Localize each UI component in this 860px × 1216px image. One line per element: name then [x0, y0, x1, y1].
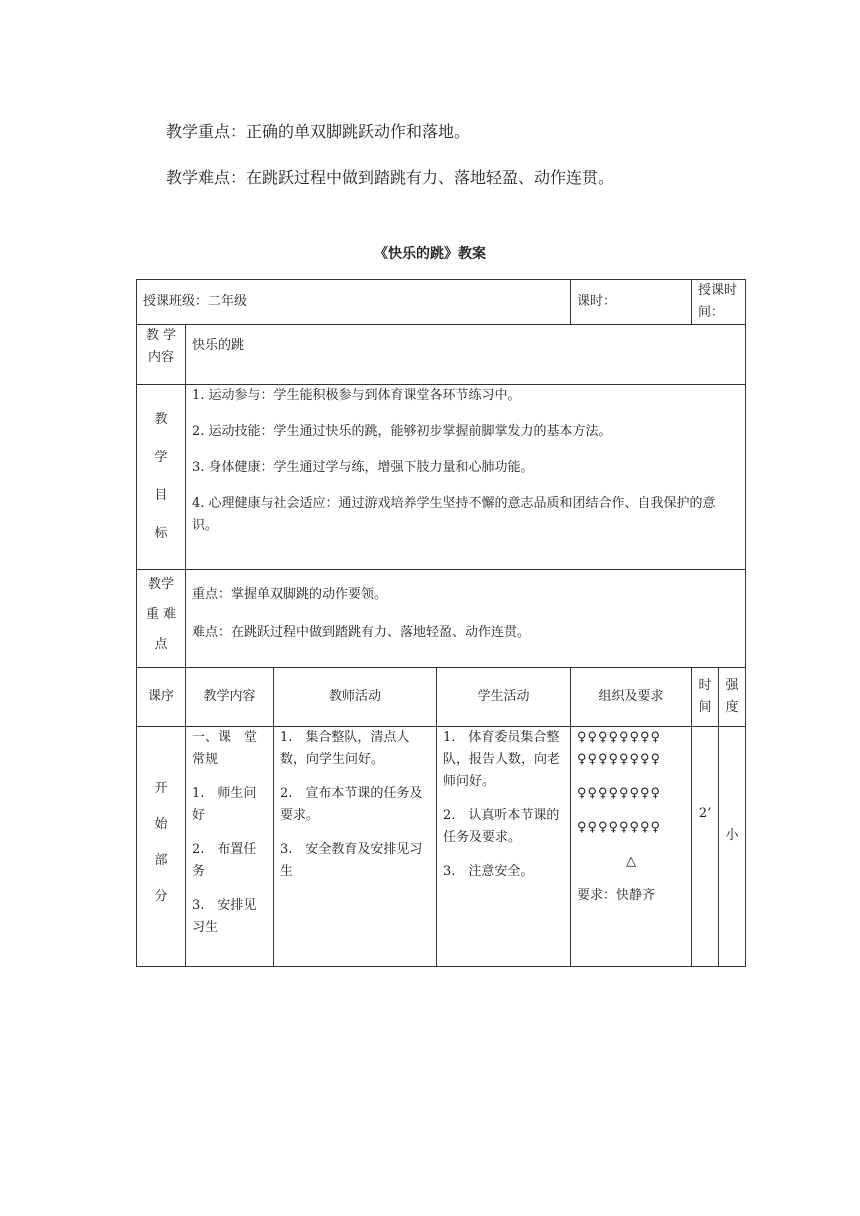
start-content-cell: [186, 727, 274, 967]
col-time-2: 间: [698, 700, 712, 715]
start-label-2: 始: [154, 817, 168, 832]
goals-label-2: 学: [154, 450, 168, 465]
header-row: [137, 280, 746, 325]
col-teacher: [274, 668, 437, 727]
key-label-3: 点: [154, 637, 168, 652]
content-label-cell: [137, 325, 186, 385]
col-time-1: 时: [698, 678, 712, 693]
difficulty-value: 难点：在跳跃过程中做到踏跳有力、落地轻盈、动作连贯。: [192, 625, 531, 640]
goals-label-3: 目: [154, 488, 168, 503]
column-header-row: [137, 668, 746, 727]
teaching-time-text: 授课时间：: [698, 283, 738, 320]
difficulty-text: 教学难点：在跳跃过程中做到踏跳有力、落地轻盈、动作连贯。: [166, 168, 615, 187]
teacher-position-icon: △: [626, 854, 637, 869]
col-student: [437, 668, 571, 727]
start-intensity-value: 小: [725, 828, 739, 843]
content-label-1: 教 学: [145, 328, 177, 343]
key-label-2: 重 难: [145, 607, 177, 622]
col-organization-text: 组织及要求: [598, 689, 664, 704]
teacher-activity-item: 3. 安全教育及安排见习生: [280, 842, 423, 879]
content-value-cell: [186, 325, 746, 385]
goals-label-cell: [137, 385, 186, 570]
col-organization: [571, 668, 692, 727]
student-activity-item: 1. 体育委员集合整队，报告人数，向老师问好。: [443, 730, 561, 789]
key-values-cell: [186, 570, 746, 668]
goal-item: 3. 身体健康：学生通过学与练，增强下肢力量和心肺功能。: [192, 460, 534, 475]
goal-item: 2. 运动技能：学生通过快乐的跳，能够初步掌握前脚掌发力的基本方法。: [192, 424, 612, 439]
start-content-item: 1. 师生问好: [192, 786, 257, 823]
key-point-value: 重点：掌握单双脚跳的动作要领。: [192, 587, 388, 602]
goals-label-1: 教: [154, 412, 168, 427]
start-time-value: 2’: [698, 806, 712, 821]
col-teacher-text: 教师活动: [328, 689, 381, 704]
formation-row: ♀♀♀♀♀♀♀♀: [577, 820, 662, 835]
start-teacher-cell: [274, 727, 437, 967]
start-label-cell: [137, 727, 186, 967]
student-activity-item: 3. 注意安全。: [443, 864, 534, 879]
formation-row: ♀♀♀♀♀♀♀♀: [577, 752, 662, 767]
lesson-plan-table: [136, 279, 746, 967]
goals-list-cell: [186, 385, 746, 570]
period-cell: [571, 280, 692, 325]
col-content-text: 教学内容: [203, 689, 256, 704]
teacher-activity-item: 2. 宣布本节课的任务及要求。: [280, 786, 423, 823]
key-point-text: 教学重点：正确的单双脚跳跃动作和落地。: [166, 122, 471, 141]
col-student-text: 学生活动: [477, 689, 530, 704]
content-row: [137, 325, 746, 385]
formation-requirement: 要求：快静齐: [577, 888, 656, 903]
student-activity-item: 2. 认真听本节课的任务及要求。: [443, 808, 560, 845]
start-label-3: 部: [154, 853, 168, 868]
start-intensity-cell: [719, 727, 746, 967]
time-cell: [692, 280, 746, 325]
class-text: 授课班级：二年级: [143, 294, 248, 309]
col-order: [137, 668, 186, 727]
start-content-item: 3. 安排见习生: [192, 898, 257, 935]
col-intensity: [719, 668, 746, 727]
teacher-activity-item: 1. 集合整队，清点人数，向学生问好。: [280, 730, 410, 767]
start-label-4: 分: [154, 889, 168, 904]
content-label-2: 内容: [147, 350, 174, 365]
col-time: [692, 668, 719, 727]
col-order-text: 课序: [147, 689, 174, 704]
start-label-1: 开: [154, 781, 168, 796]
col-content: [186, 668, 274, 727]
content-value: 快乐的跳: [192, 338, 245, 353]
col-intensity-2: 度: [725, 700, 739, 715]
formation-row: ♀♀♀♀♀♀♀♀: [577, 730, 662, 745]
lesson-plan-title: 《快乐的跳》教案: [374, 246, 486, 262]
start-section-row: [137, 727, 746, 967]
period-text: 课时：: [577, 294, 617, 309]
col-intensity-1: 强: [725, 678, 739, 693]
goals-row: [137, 385, 746, 570]
key-difficulty-row: [137, 570, 746, 668]
goal-item: 1. 运动参与：学生能积极参与到体育课堂各环节练习中。: [192, 388, 521, 403]
class-cell: [137, 280, 571, 325]
start-time-cell: [692, 727, 719, 967]
start-organization-cell: [571, 727, 692, 967]
goals-label-4: 标: [154, 526, 168, 541]
formation-row: ♀♀♀♀♀♀♀♀: [577, 786, 662, 801]
key-label-1: 教学: [147, 577, 174, 592]
start-student-cell: [437, 727, 571, 967]
key-label-cell: [137, 570, 186, 668]
start-content-item: 2. 布置任务: [192, 842, 257, 879]
goal-item: 4. 心理健康与社会适应：通过游戏培养学生坚持不懈的意志品质和团结合作、自我保护的意识。: [192, 496, 716, 533]
start-content-item: 一、课 堂常规: [192, 730, 258, 767]
